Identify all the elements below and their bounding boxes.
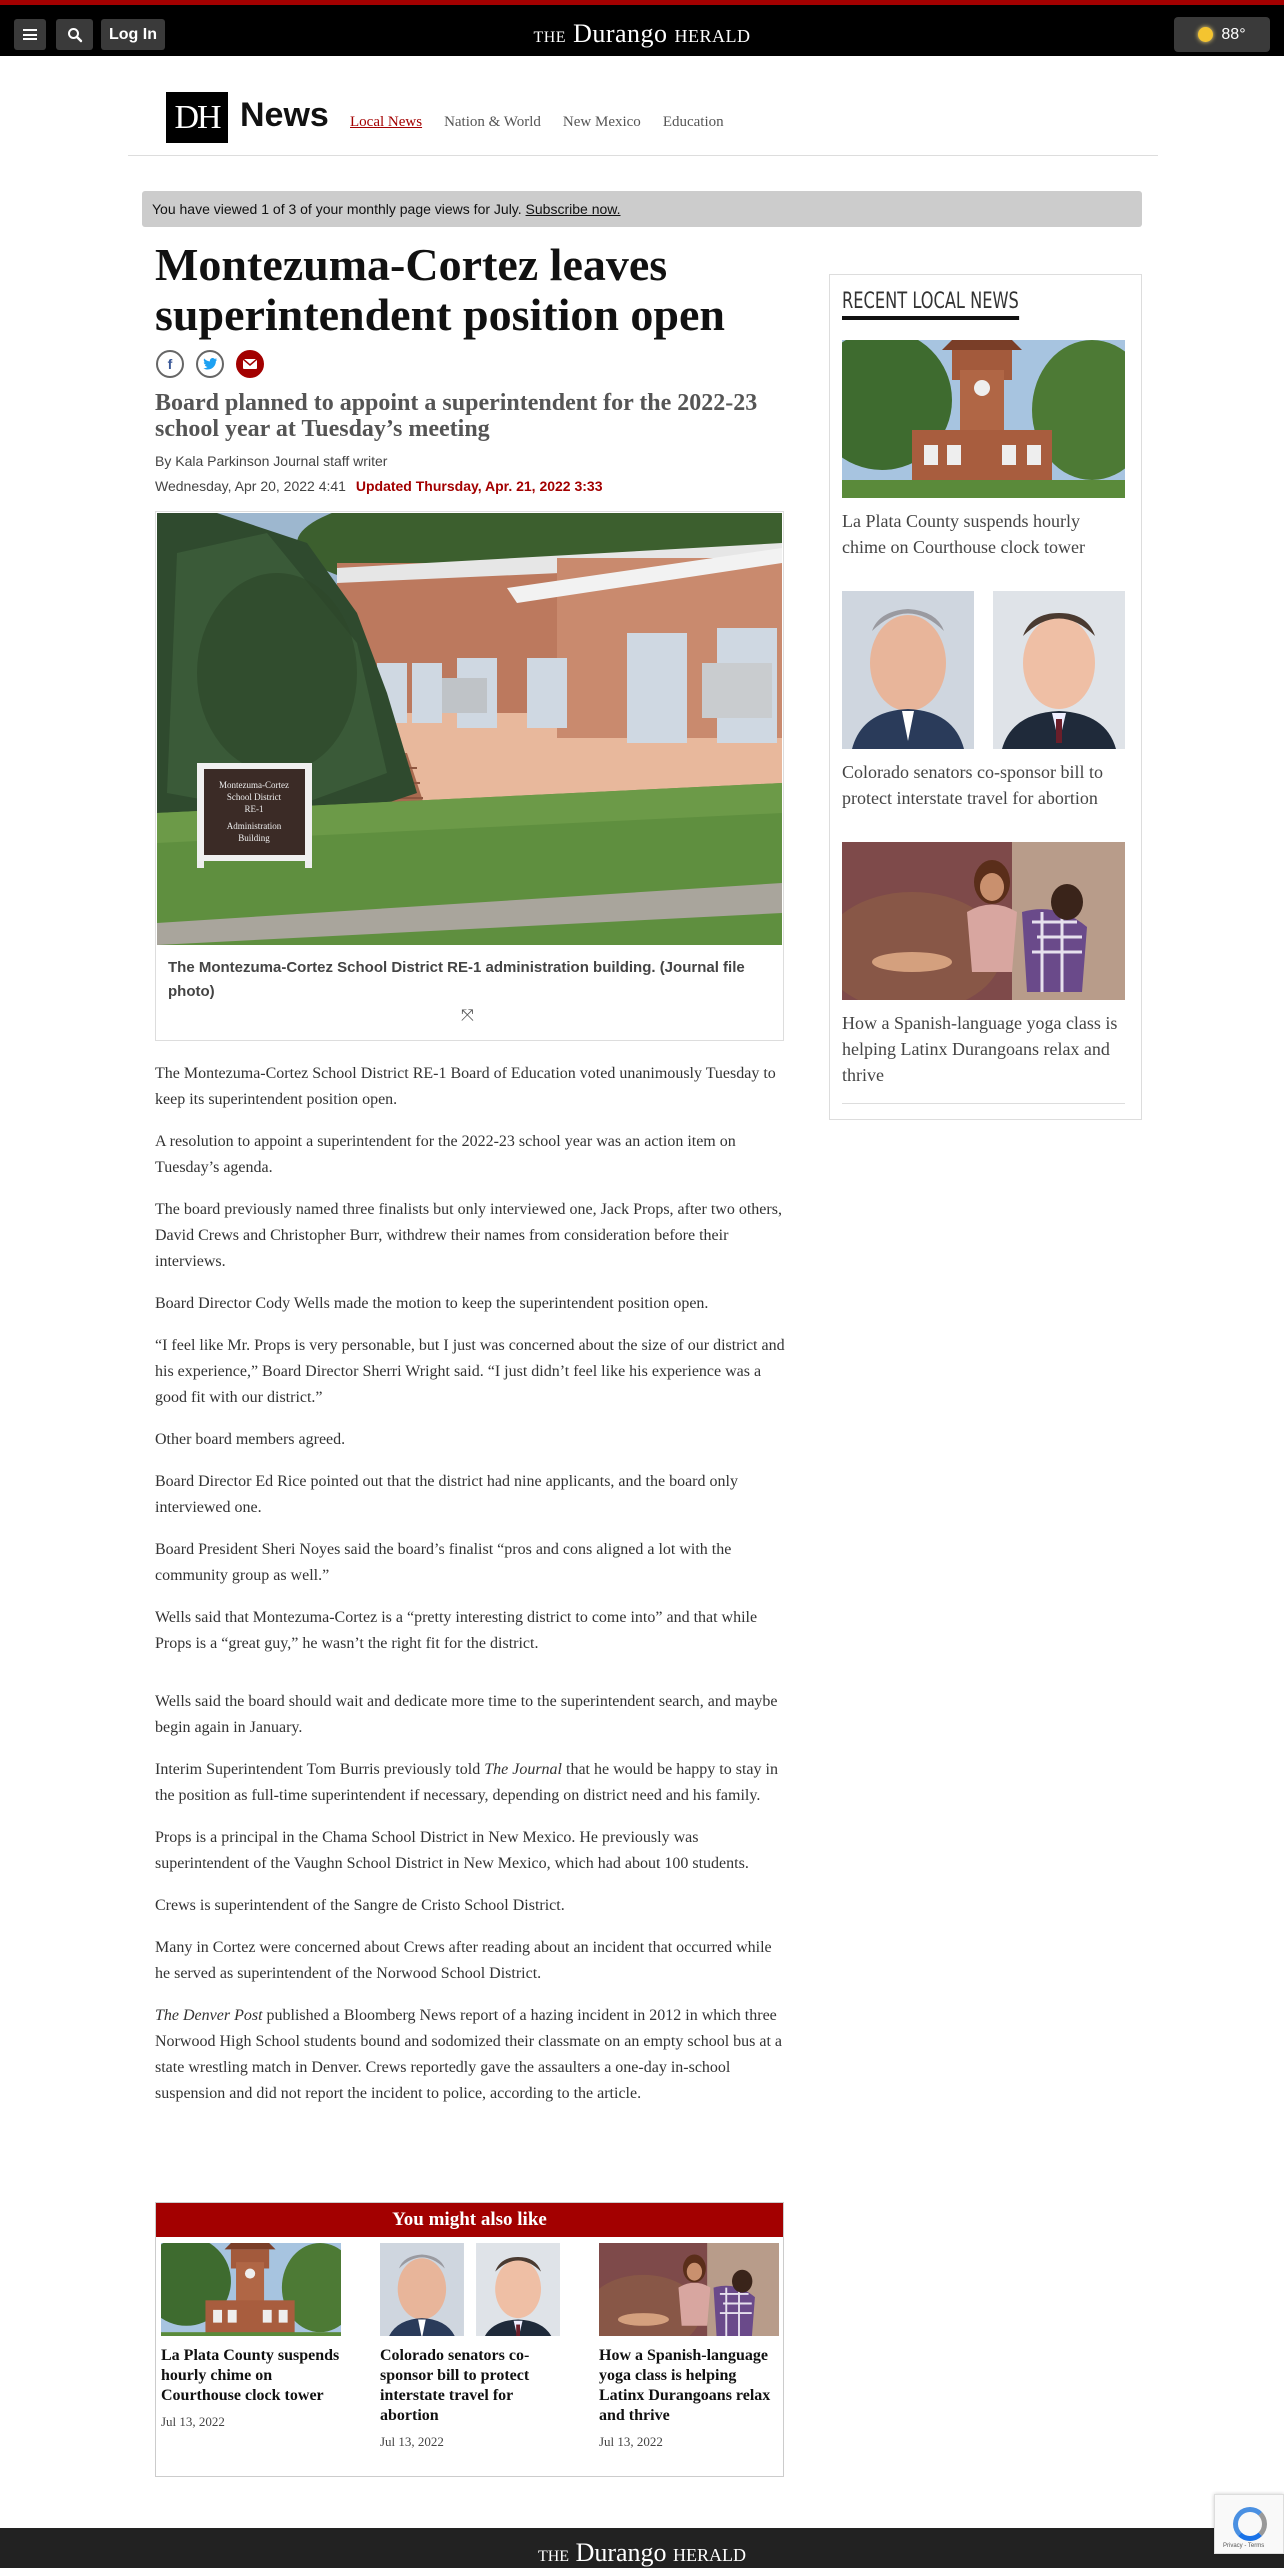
yml-date: Jul 13, 2022 — [599, 2434, 663, 2449]
facebook-icon[interactable]: f — [156, 350, 184, 378]
weather-temp: 88° — [1221, 25, 1246, 43]
recent-local-news-sidebar — [829, 274, 1142, 1120]
sidebar-thumbnail[interactable] — [842, 591, 1125, 749]
paragraph: Crews is superintendent of the Sangre de Cristo School District. — [155, 1897, 565, 1914]
yml-date: Jul 13, 2022 — [161, 2414, 225, 2429]
sidebar-divider — [842, 1103, 1125, 1104]
recaptcha-icon — [1233, 2507, 1267, 2541]
article-subhead: Board planned to appoint a superintendent for the 2022-23 school year at Tuesday’s meeting — [155, 390, 758, 442]
sidebar-title: RECENT LOCAL NEWS — [842, 289, 1019, 320]
paragraph: Wells said that Montezuma-Cortez is a “pretty interesting district to come into” and that while Props is a “great guy,” he wasn’t the right fit for the district. — [155, 1609, 758, 1652]
weather-widget[interactable] — [1174, 17, 1270, 52]
recaptcha-text: Privacy - Terms — [1223, 2543, 1265, 2549]
logo-durango: Durango — [575, 2538, 667, 2567]
top-bar — [0, 0, 1284, 56]
logo-the: THE — [533, 29, 567, 46]
paragraph — [155, 2003, 787, 2107]
published-date: Wednesday, Apr 20, 2022 4:41 — [155, 478, 346, 494]
article-photo-figure — [155, 511, 784, 1041]
expand-icon[interactable]: ⤧ — [461, 1005, 474, 1024]
nav-new-mexico[interactable]: New Mexico — [562, 114, 641, 130]
page-view-notice — [142, 191, 1142, 227]
paragraph: A resolution to appoint a superintendent for the 2022-23 school year was an action item on Tuesday’s agenda. — [155, 1133, 736, 1176]
dh-logo[interactable]: DH — [166, 92, 228, 143]
site-logo[interactable] — [0, 19, 1284, 49]
article-dates — [155, 478, 603, 494]
paragraph: Many in Cortez were concerned about Crews after reading about an incident that occurred while he served as superintendent of the Norwood School District. — [155, 1939, 772, 1982]
sidebar-item-title[interactable]: La Plata County suspends hourly chime on Courthouse clock tower — [842, 511, 1085, 557]
yml-thumbnail[interactable] — [380, 2243, 560, 2336]
yml-title[interactable]: La Plata County suspends hourly chime on Courthouse clock tower — [161, 2347, 340, 2404]
updated-date: Updated Thursday, Apr. 21, 2022 3:33 — [355, 478, 603, 494]
paragraph: Board Director Ed Rice pointed out that the district had nine applicants, and the board only interviewed one. — [155, 1473, 738, 1516]
nav-local-news[interactable]: Local News — [350, 114, 423, 130]
share-bar — [156, 350, 264, 378]
notice-text: You have viewed 1 of 3 of your monthly page views for July. — [152, 201, 522, 217]
paragraph: “I feel like Mr. Props is very personable, but I just was concerned about the size of our district and his experience,” Board Director Sherri Wright said. “I just didn’t feel like his experience was a good fit with our district.” — [155, 1337, 785, 1406]
sidebar-thumbnail[interactable] — [842, 340, 1125, 498]
paragraph: Board President Sheri Noyes said the board’s finalist “pros and cons aligned a lot with the community group as well.” — [155, 1541, 732, 1584]
article-body — [155, 1061, 787, 2123]
paragraph: Board Director Cody Wells made the motion to keep the superintendent position open. — [155, 1295, 709, 1312]
sidebar-item-title[interactable]: Colorado senators co-sponsor bill to protect interstate travel for abortion — [842, 762, 1103, 808]
footer-logo[interactable] — [0, 2538, 1284, 2568]
paragraph: The Montezuma-Cortez School District RE-1 Board of Education voted unanimously Tuesday to keep its superintendent position open. — [155, 1065, 776, 1108]
yml-item[interactable] — [161, 2243, 341, 2430]
yml-title[interactable]: Colorado senators co-sponsor bill to protect interstate travel for abortion — [380, 2347, 530, 2424]
article-photo[interactable] — [157, 513, 782, 945]
sidebar-item[interactable] — [842, 591, 1125, 811]
paragraph: Props is a principal in the Chama School District in New Mexico. He previously was superintendent of the Vaughn School District in New Mexico, which had about 100 students. — [155, 1829, 749, 1872]
nav-education[interactable]: Education — [662, 114, 724, 130]
yml-item[interactable] — [380, 2243, 560, 2450]
paragraph: The board previously named three finalists but only interviewed one, Jack Props, after two others, David Crews and Christopher Burr, withdrew their names from consideration before their interviews. — [155, 1201, 782, 1270]
yml-title[interactable]: How a Spanish-language yoga class is helping Latinx Durangoans relax and thrive — [599, 2347, 771, 2424]
yml-date: Jul 13, 2022 — [380, 2434, 444, 2449]
sign-line-2: School District — [226, 792, 282, 802]
paragraph-text: published a Bloomberg News report of a hazing incident in 2012 in which three Norwood High School students bound and sodomized their classmate on an empty school bus at a state wrestling match in Denver. Crews reportedly gave the assaulters a one-day in-school suspension and did not report the incident to police, according to the article. — [155, 2007, 783, 2102]
article-headline: Montezuma-Cortez leaves superintendent position open — [155, 239, 726, 340]
publication-name: The Journal — [484, 1761, 562, 1778]
subscribe-link[interactable]: Subscribe now. — [525, 201, 621, 217]
logo-the: THE — [537, 2548, 570, 2565]
logo-herald: HERALD — [673, 2545, 747, 2565]
photo-caption: The Montezuma-Cortez School District RE-1 administration building. (Journal file photo) — [168, 959, 745, 1000]
sidebar-item[interactable] — [842, 340, 1125, 560]
twitter-icon[interactable] — [196, 350, 224, 378]
section-header — [128, 80, 1158, 156]
sun-icon — [1198, 27, 1213, 42]
paragraph — [155, 1757, 787, 1809]
paragraph-text: Interim Superintendent Tom Burris previously told — [155, 1761, 485, 1778]
sidebar-thumbnail[interactable] — [842, 842, 1125, 1000]
yml-heading: You might also like — [156, 2203, 783, 2237]
yml-thumbnail[interactable] — [599, 2243, 779, 2336]
logo-herald: HERALD — [674, 26, 751, 46]
yml-thumbnail[interactable] — [161, 2243, 341, 2336]
nav-nation-world[interactable]: Nation & World — [444, 114, 541, 130]
paragraph-text: that he would be happy to stay in the position as full-time superintendent if necessary, depending on district need and his family. — [155, 1761, 778, 1804]
publication-name: The Denver Post — [155, 2007, 263, 2024]
section-title[interactable]: News — [240, 96, 329, 134]
logo-durango: Durango — [573, 19, 668, 48]
email-icon[interactable] — [236, 350, 264, 378]
paragraph: Wells said the board should wait and dedicate more time to the superintendent search, and maybe begin again in January. — [155, 1693, 778, 1736]
sidebar-item-title[interactable]: How a Spanish-language yoga class is helping Latinx Durangoans relax and thrive — [842, 1013, 1118, 1085]
sidebar-item[interactable] — [842, 842, 1125, 1088]
sign-line-5: Building — [238, 833, 270, 843]
yml-item[interactable] — [599, 2243, 779, 2450]
paragraph: Other board members agreed. — [155, 1431, 346, 1448]
login-button[interactable]: Log In — [101, 19, 165, 50]
you-might-also-like — [155, 2202, 784, 2477]
sign-line-4: Administration — [226, 821, 282, 831]
footer — [0, 2528, 1284, 2568]
sign-line-1: Montezuma-Cortez — [219, 780, 289, 790]
sign-line-3: RE-1 — [244, 804, 264, 814]
section-nav — [350, 114, 746, 131]
recaptcha-badge[interactable] — [1214, 2494, 1284, 2554]
byline: By Kala Parkinson Journal staff writer — [155, 453, 388, 469]
